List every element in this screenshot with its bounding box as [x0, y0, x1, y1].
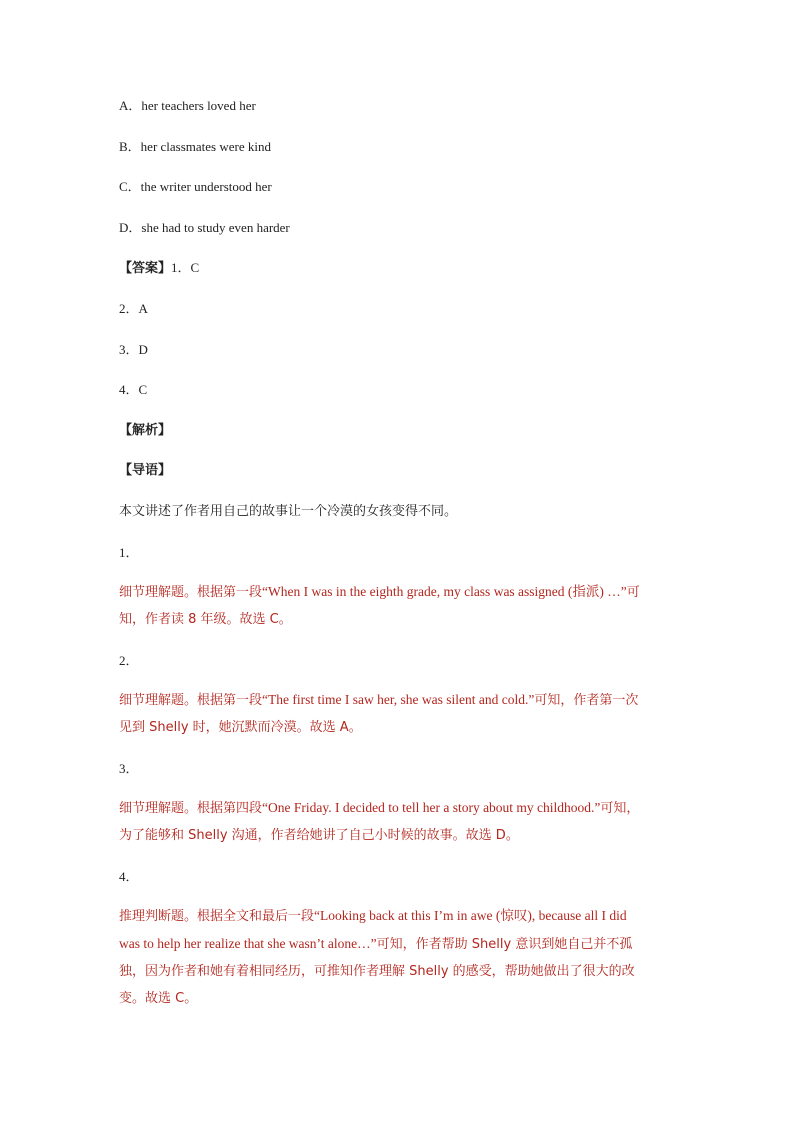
answer-row-4	[119, 380, 679, 399]
answer-item: 4．C	[119, 382, 148, 397]
conclusion: 可知，作者第一次	[534, 693, 639, 708]
analysis-tag: 【解析】	[119, 423, 172, 438]
explanation-1	[119, 578, 675, 633]
answer-tag: 【答案】	[119, 261, 172, 276]
conclusion: 可	[626, 585, 640, 600]
question-type: 细节理解题。根据第一段	[119, 585, 263, 600]
option-a	[119, 96, 679, 115]
option-b	[119, 137, 679, 156]
conclusion: 可知，作者帮助 Shelly 意识到她自己并不孤	[376, 937, 633, 952]
answer-item: 2．A	[119, 301, 148, 316]
answer-row-1	[119, 258, 679, 278]
option-c	[119, 177, 679, 196]
conclusion: 变。故选 C。	[119, 991, 198, 1006]
conclusion: 见到 Shelly 时，她沉默而冷漠。故选 A。	[119, 720, 362, 735]
conclusion: 为了能够和 Shelly 沟通，作者给她讲了自己小时候的故事。故选 D。	[119, 828, 519, 843]
conclusion: 独，因为作者和她有着相同经历，可推知作者理解 Shelly 的感受，帮助她做出了很大的改	[119, 964, 635, 979]
option-text: her teachers loved her	[141, 98, 256, 113]
conclusion: 可知，	[600, 801, 640, 816]
question-type: 推理判断题。根据全文和最后一段	[119, 909, 315, 924]
option-text: the writer understood her	[140, 179, 272, 194]
summary-text: 本文讲述了作者用自己的故事让一个冷漠的女孩变得不同。	[119, 504, 458, 519]
quote: “The first time I saw her, she was silent and cold.”	[262, 692, 535, 707]
option-letter: C．	[119, 179, 141, 194]
question-type: 细节理解题。根据第四段	[119, 801, 263, 816]
option-text: her classmates were kind	[140, 139, 271, 154]
answer-item: 3．D	[119, 342, 148, 357]
option-letter: D．	[119, 220, 142, 235]
guide-tag: 【导语】	[119, 463, 172, 478]
explanation-number-4: 4．	[119, 869, 139, 884]
quote: “When I was in the eighth grade, my class was assigned (指派) …”	[262, 584, 627, 599]
option-d	[119, 218, 679, 237]
explanation-number-2: 2．	[119, 653, 139, 668]
answer-row-2	[119, 299, 679, 318]
explanation-3	[119, 794, 675, 849]
answer-item: 1．C	[171, 260, 200, 275]
option-letter: B．	[119, 139, 141, 154]
explanation-number-3: 3．	[119, 761, 139, 776]
explanation-number-1: 1．	[119, 545, 139, 560]
option-text: she had to study even harder	[141, 220, 290, 235]
conclusion: 知，作者读 8 年级。故选 C。	[119, 612, 292, 627]
answer-row-3	[119, 340, 679, 359]
explanation-2	[119, 686, 675, 741]
quote: “One Friday. I decided to tell her a story about my childhood.”	[262, 800, 601, 815]
quote: was to help her realize that she wasn’t alone…”	[119, 936, 377, 951]
option-letter: A．	[119, 98, 142, 113]
explanation-4	[119, 902, 675, 1012]
quote: “Looking back at this I’m in awe (惊叹), because all I did	[314, 908, 627, 923]
question-type: 细节理解题。根据第一段	[119, 693, 263, 708]
